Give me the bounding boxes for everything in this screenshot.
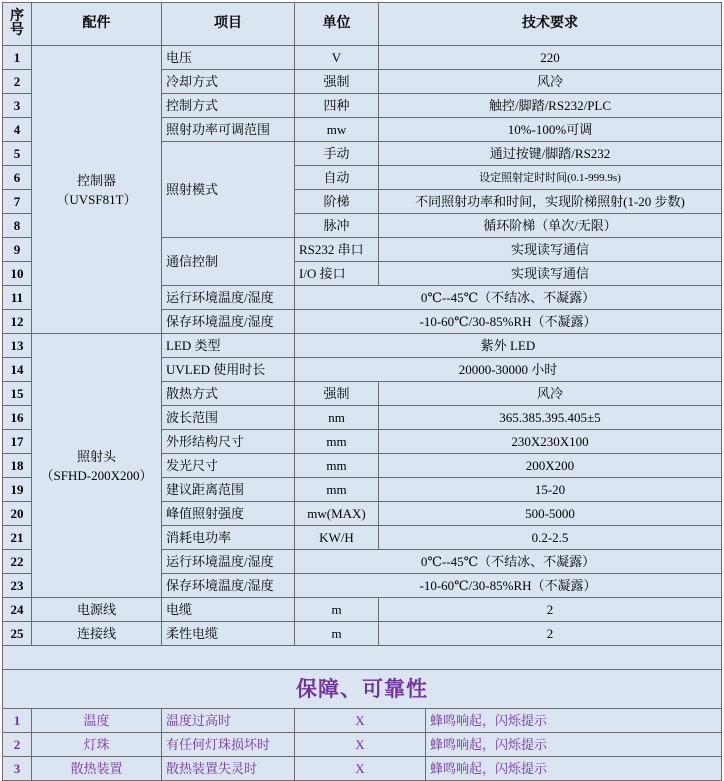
requirement-cell: 220	[379, 46, 722, 70]
unit-cell: m	[295, 598, 379, 622]
item-cell: 通信控制	[162, 238, 295, 286]
requirement-cell: 通过按键/脚踏/RS232	[379, 142, 722, 166]
requirement-cell: -10-60℃/30-85%RH（不凝露）	[295, 574, 722, 598]
item-cell: 保存环境温度/湿度	[162, 310, 295, 334]
unit-cell: 脉冲	[295, 214, 379, 238]
unit-cell: mm	[295, 478, 379, 502]
reliability-row	[3, 709, 722, 733]
unit-cell: I/O 接口	[295, 262, 379, 286]
item-cell: 照射功率可调范围	[162, 118, 295, 142]
item-cell: 发光尺寸	[162, 454, 295, 478]
table-row	[3, 622, 722, 646]
requirement-cell: 循环阶梯（单次/无限）	[379, 214, 722, 238]
row-number: 21	[3, 526, 32, 550]
unit-cell: m	[295, 622, 379, 646]
header-seq: 序号	[3, 3, 32, 46]
table-row	[3, 334, 722, 358]
reliability-row	[3, 733, 722, 757]
requirement-cell: 0.2-2.5	[379, 526, 722, 550]
unit-cell: nm	[295, 406, 379, 430]
row-number: 12	[3, 310, 32, 334]
requirement-cell: 实现读写通信	[379, 238, 722, 262]
row-number: 23	[3, 574, 32, 598]
unit-cell: mm	[295, 430, 379, 454]
unit-cell: 四种	[295, 94, 379, 118]
reliability-part: 灯珠	[32, 733, 162, 757]
reliability-title: 保障、可靠性	[3, 670, 722, 709]
item-cell: 柔性电缆	[162, 622, 295, 646]
requirement-cell: 0℃--45℃（不结冰、不凝露）	[295, 286, 722, 310]
item-cell: 散热方式	[162, 382, 295, 406]
part-head-name: 照射头	[76, 448, 116, 464]
part-head-model: （SFHD-200X200）	[40, 467, 153, 483]
row-number: 16	[3, 406, 32, 430]
item-cell: 建议距离范围	[162, 478, 295, 502]
row-number: 19	[3, 478, 32, 502]
row-number: 8	[3, 214, 32, 238]
row-number: 25	[3, 622, 32, 646]
item-cell: 保存环境温度/湿度	[162, 574, 295, 598]
unit-cell: 强制	[295, 70, 379, 94]
requirement-cell: 风冷	[379, 70, 722, 94]
item-cell: 运行环境温度/湿度	[162, 550, 295, 574]
row-number: 1	[3, 46, 32, 70]
part-controller	[32, 46, 162, 334]
unit-cell: 手动	[295, 142, 379, 166]
item-cell: 峰值照射强度	[162, 502, 295, 526]
part-power-cable: 电源线	[32, 598, 162, 622]
header-item: 项目	[162, 3, 295, 46]
reliability-mark: X	[295, 733, 426, 757]
item-cell: 照射模式	[162, 142, 295, 238]
row-number: 17	[3, 430, 32, 454]
item-cell: 波长范围	[162, 406, 295, 430]
row-number: 9	[3, 238, 32, 262]
row-number: 5	[3, 142, 32, 166]
part-controller-name: 控制器	[76, 172, 116, 188]
item-cell: 外形结构尺寸	[162, 430, 295, 454]
row-number: 3	[3, 94, 32, 118]
item-cell: 运行环境温度/湿度	[162, 286, 295, 310]
reliability-action: 蜂鸣响起，闪烁提示	[426, 757, 722, 781]
requirement-cell: 紫外 LED	[295, 334, 722, 358]
unit-cell: mm	[295, 454, 379, 478]
row-number: 18	[3, 454, 32, 478]
requirement-cell: 2	[379, 622, 722, 646]
row-number: 22	[3, 550, 32, 574]
reliability-action: 蜂鸣响起，闪烁提示	[426, 733, 722, 757]
item-cell: 控制方式	[162, 94, 295, 118]
spacer-cell	[3, 646, 722, 670]
requirement-cell: 10%-100%可调	[379, 118, 722, 142]
unit-cell: RS232 串口	[295, 238, 379, 262]
table-row	[3, 46, 722, 70]
unit-cell: mw(MAX)	[295, 502, 379, 526]
row-number: 2	[3, 70, 32, 94]
requirement-cell: 20000-30000 小时	[295, 358, 722, 382]
reliability-banner-row	[3, 670, 722, 709]
requirement-cell: 风冷	[379, 382, 722, 406]
row-number: 11	[3, 286, 32, 310]
row-number: 14	[3, 358, 32, 382]
row-number: 24	[3, 598, 32, 622]
reliability-part: 散热装置	[32, 757, 162, 781]
row-number: 3	[3, 757, 32, 781]
requirement-cell: 触控/脚踏/RS232/PLC	[379, 94, 722, 118]
header-unit: 单位	[295, 3, 379, 46]
reliability-condition: 散热装置失灵时	[162, 757, 295, 781]
requirement-cell: 0℃--45℃（不结冰、不凝露）	[295, 550, 722, 574]
header-row	[3, 3, 722, 46]
requirement-cell: 实现读写通信	[379, 262, 722, 286]
unit-cell: V	[295, 46, 379, 70]
spacer-row	[3, 646, 722, 670]
requirement-cell: 设定照射定时时间(0.1-999.9s)	[379, 166, 722, 190]
reliability-part: 温度	[32, 709, 162, 733]
row-number: 2	[3, 733, 32, 757]
requirement-cell: 500-5000	[379, 502, 722, 526]
reliability-condition: 温度过高时	[162, 709, 295, 733]
reliability-row	[3, 757, 722, 781]
requirement-cell: 230X230X100	[379, 430, 722, 454]
header-part: 配件	[32, 3, 162, 46]
row-number: 10	[3, 262, 32, 286]
part-connect-cable: 连接线	[32, 622, 162, 646]
row-number: 4	[3, 118, 32, 142]
item-cell: 电压	[162, 46, 295, 70]
requirement-cell: 2	[379, 598, 722, 622]
unit-cell: 自动	[295, 166, 379, 190]
requirement-cell: 15-20	[379, 478, 722, 502]
row-number: 20	[3, 502, 32, 526]
item-cell: 电缆	[162, 598, 295, 622]
part-irradiation-head	[32, 334, 162, 598]
table-row	[3, 598, 722, 622]
reliability-mark: X	[295, 757, 426, 781]
unit-cell: mw	[295, 118, 379, 142]
row-number: 13	[3, 334, 32, 358]
item-cell: UVLED 使用时长	[162, 358, 295, 382]
item-cell: 冷却方式	[162, 70, 295, 94]
unit-cell: KW/H	[295, 526, 379, 550]
requirement-cell: 200X200	[379, 454, 722, 478]
row-number: 7	[3, 190, 32, 214]
requirement-cell: -10-60℃/30-85%RH（不凝露）	[295, 310, 722, 334]
row-number: 15	[3, 382, 32, 406]
row-number: 1	[3, 709, 32, 733]
reliability-condition: 有任何灯珠损坏时	[162, 733, 295, 757]
header-requirement: 技术要求	[379, 3, 722, 46]
item-cell: 消耗电功率	[162, 526, 295, 550]
unit-cell: 强制	[295, 382, 379, 406]
item-cell: LED 类型	[162, 334, 295, 358]
reliability-mark: X	[295, 709, 426, 733]
reliability-action: 蜂鸣响起，闪烁提示	[426, 709, 722, 733]
requirement-cell: 不同照射功率和时间，实现阶梯照射(1-20 步数)	[379, 190, 722, 214]
part-controller-model: （UVSF81T）	[56, 191, 137, 207]
unit-cell: 阶梯	[295, 190, 379, 214]
row-number: 6	[3, 166, 32, 190]
spec-table	[2, 2, 722, 781]
requirement-cell: 365.385.395.405±5	[379, 406, 722, 430]
